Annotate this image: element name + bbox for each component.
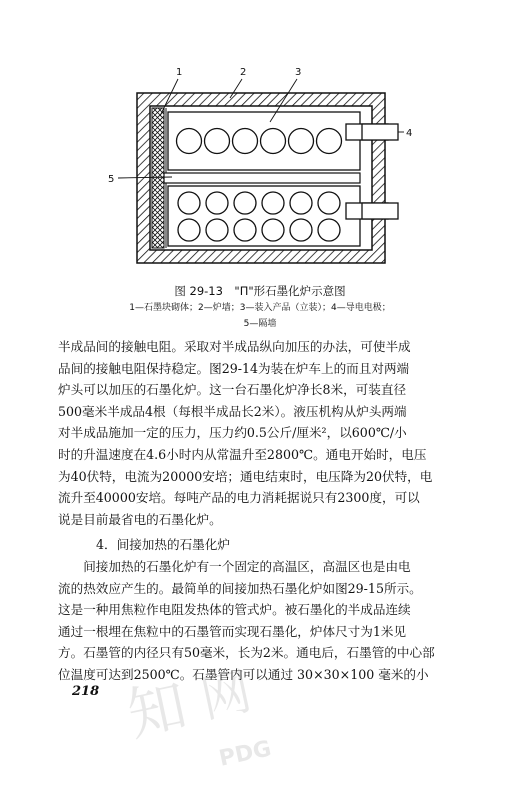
body-paragraph-1: [58, 336, 458, 530]
electrode-lower: [346, 203, 398, 219]
watermark-glyph: 网: [195, 661, 257, 730]
text-line: 品间的接触电阻保持稳定。图29-14为装在炉车上的而且对两端: [58, 360, 410, 376]
figure-legend: 1—石墨块砌体；2—炉墙；3—装入产品（立装）；4—导电电极；: [129, 303, 391, 313]
partition-wall: [164, 173, 360, 183]
page-number: 218: [72, 684, 100, 699]
text-line: 位温度可达到2500℃。石墨管内可以通过 30×30×100 毫米的小: [58, 666, 429, 682]
callout-4: 4: [406, 128, 413, 139]
text-line: 通过一根埋在焦粒中的石墨管而实现石墨化，炉体尺寸为1米见: [58, 623, 407, 639]
watermark-glyph: 知: [121, 670, 193, 750]
watermark-text: PDG: [216, 736, 274, 772]
text-line: 流升至40000安培。每吨产品的电力消耗据说只有2300度，可以: [58, 490, 420, 506]
text-line: 说是目前最省电的石墨化炉。: [58, 511, 222, 527]
callout-3: 3: [295, 67, 302, 78]
callout-5: 5: [108, 174, 115, 185]
text-line: 这是一种用焦粒作电阻发热体的管式炉。被石墨化的半成品连续: [58, 602, 411, 618]
callout-2: 2: [240, 67, 247, 78]
figure-caption: 图 29-13 "П"形石墨化炉示意图: [174, 284, 346, 298]
text-line: 对半成品施加一定的压力，压力约0.5公斤/厘米²，以600℃/小: [58, 425, 407, 441]
text-line: 时的升温速度在4.6小时内从常温升至2800℃。通电开始时，电压: [58, 446, 427, 462]
watermark: [108, 640, 308, 780]
section-heading: 4．间接加热的石墨化炉: [96, 537, 230, 552]
text-line: 半成品间的接触电阻。采取对半成品纵向加压的办法，可使半成: [58, 339, 411, 354]
text-line: 方。石墨管的内径只有50毫米，长为2米。通电后，石墨管的中心部: [58, 645, 435, 661]
electrode-upper: [346, 124, 398, 140]
text-line: 为40伏特，电流为20000安培；通电结束时，电压降为20伏特，电: [58, 468, 433, 484]
text-line: 炉头可以加压的石墨化炉。这一台石墨化炉净长8米，可装直径: [58, 382, 407, 398]
text-line: 500毫米半成品4根（每根半成品长2米）。液压机构从炉头两端: [58, 403, 407, 419]
text-line: 流的热效应产生的。最简单的间接加热石墨化炉如图29-15所示。: [58, 580, 422, 596]
figure-legend-line2: 5—隔墙: [243, 319, 277, 329]
text-line: 间接加热的石墨化炉有一个固定的高温区，高温区也是由电: [58, 559, 411, 574]
furnace-diagram: [100, 60, 440, 280]
graphite-block-masonry: [152, 108, 164, 248]
callout-1: 1: [176, 67, 183, 78]
